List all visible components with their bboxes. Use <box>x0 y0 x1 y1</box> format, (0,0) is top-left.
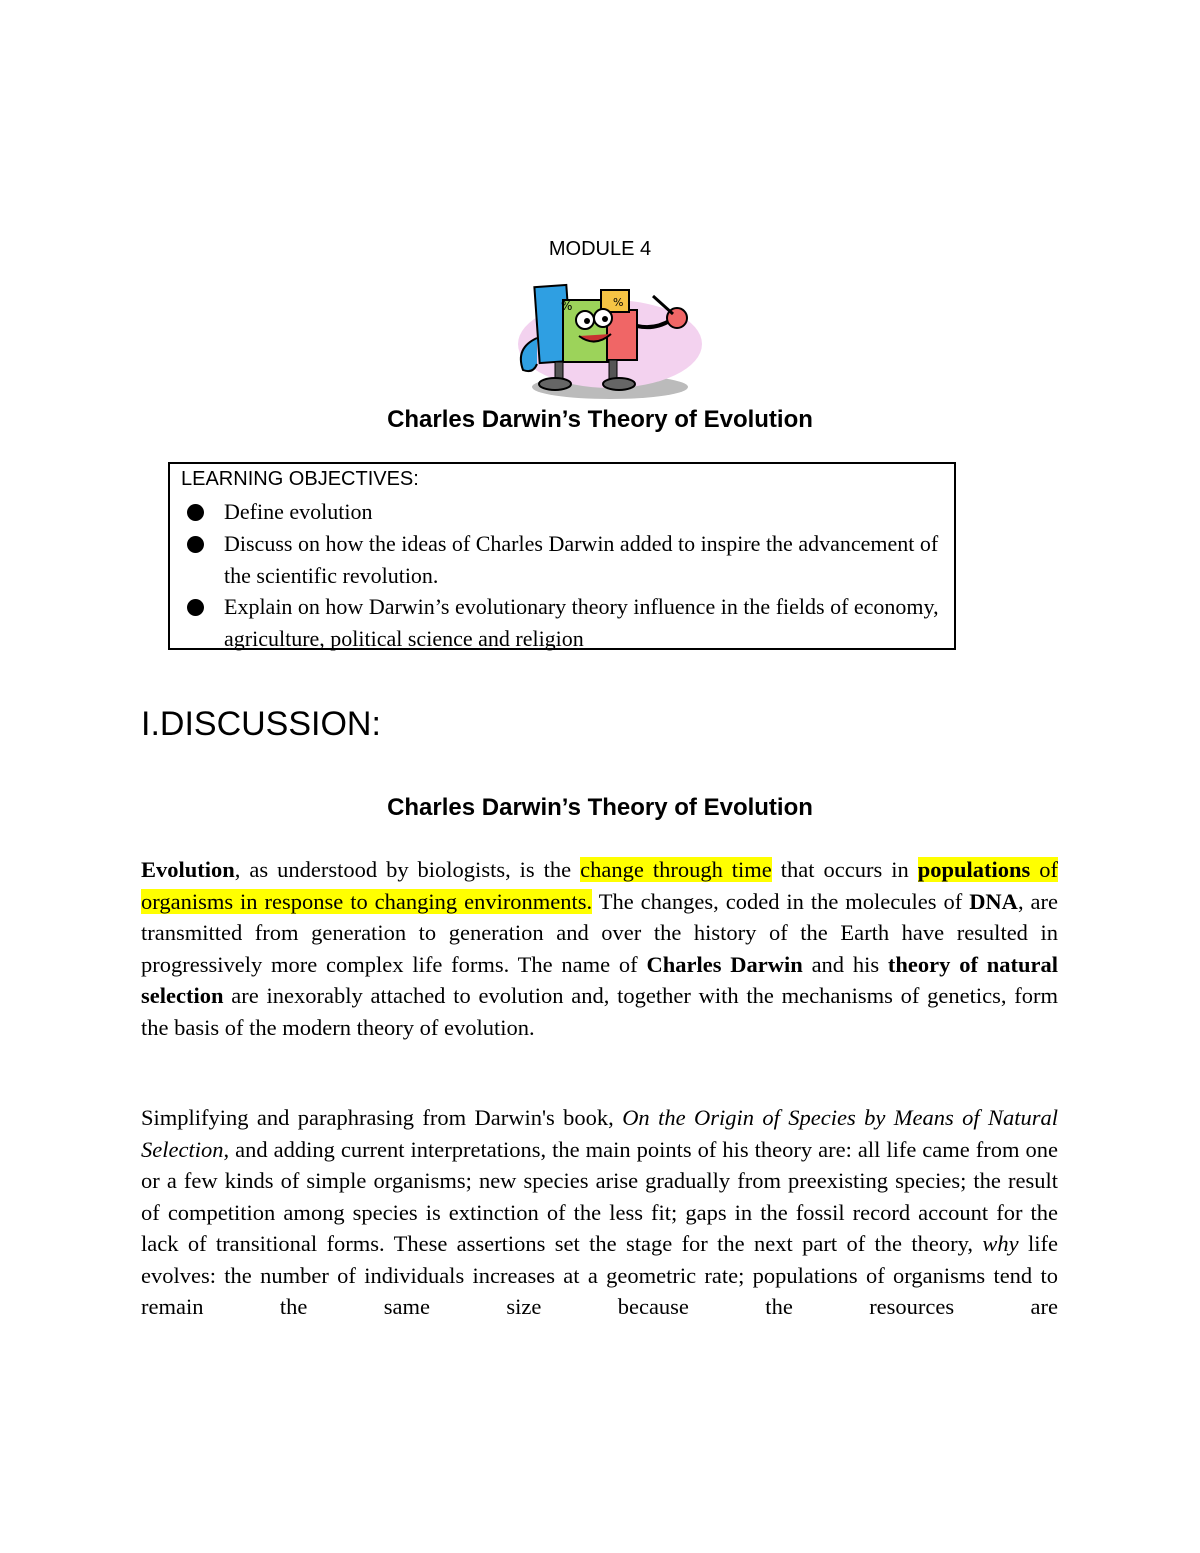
bar-chart-mascot-illustration <box>505 278 715 406</box>
page-title: Charles Darwin’s Theory of Evolution <box>387 406 813 433</box>
book-title: On the Origin of Species by Means of Natural Selection <box>141 1105 1058 1162</box>
section-title: Charles Darwin’s Theory of Evolution <box>387 794 813 821</box>
paragraph-darwin-theory-points: Simplifying and paraphrasing from Darwin's book, On the Origin of Species by Means of Natural Selection, and adding current interpretations, the main points of his theory are: all life came from one or a few kinds of simple organisms; new species arise gradually from preexisting species; the result of competition among species is extinction of the less fit; gaps in the fossil record account for the lack of transitional forms. These assertions set the stage for the next part of the theory, why life evolves: the number of individuals increases at a geometric rate; populations of organisms tend to remain the same size because the resources are <box>141 1105 1058 1319</box>
paragraph-evolution-definition: Evolution, as understood by biologists, is the change through time that occurs in populations of organisms in response to changing environments. The changes, coded in the molecules of DNA, are transmitted from generation to generation and over the history of the Earth have resulted in progressively more complex life forms. The name of Charles Darwin and his theory of natural selection are inexorably attached to evolution and, together with the mechanisms of genetics, form the basis of the modern theory of evolution. <box>141 857 1058 1040</box>
left-shoe <box>539 378 571 390</box>
percent-label-2: % <box>613 296 624 309</box>
right-shoe <box>603 378 635 390</box>
module-label: MODULE 4 <box>548 238 652 260</box>
learning-objectives-box <box>168 462 956 650</box>
objective-item: Discuss on how the ideas of Charles Darwin added to inspire the advancement of the scientific revolution. <box>187 528 947 591</box>
percent-label-1: % <box>561 299 573 313</box>
bullet-icon <box>187 599 204 616</box>
highlight: of organisms in response to changing environments. <box>141 857 1058 914</box>
section-heading: I.DISCUSSION: <box>141 705 381 743</box>
highlight: populations <box>917 857 1031 882</box>
objective-item: Explain on how Darwin’s evolutionary theory influence in the fields of economy, agriculture, political science and religion <box>187 591 947 654</box>
objectives-heading: LEARNING OBJECTIVES: <box>181 468 419 490</box>
highlight: change through time <box>580 857 772 882</box>
objective-item: Define evolution <box>187 496 947 528</box>
bullet-icon <box>187 504 204 521</box>
bullet-icon <box>187 536 204 553</box>
